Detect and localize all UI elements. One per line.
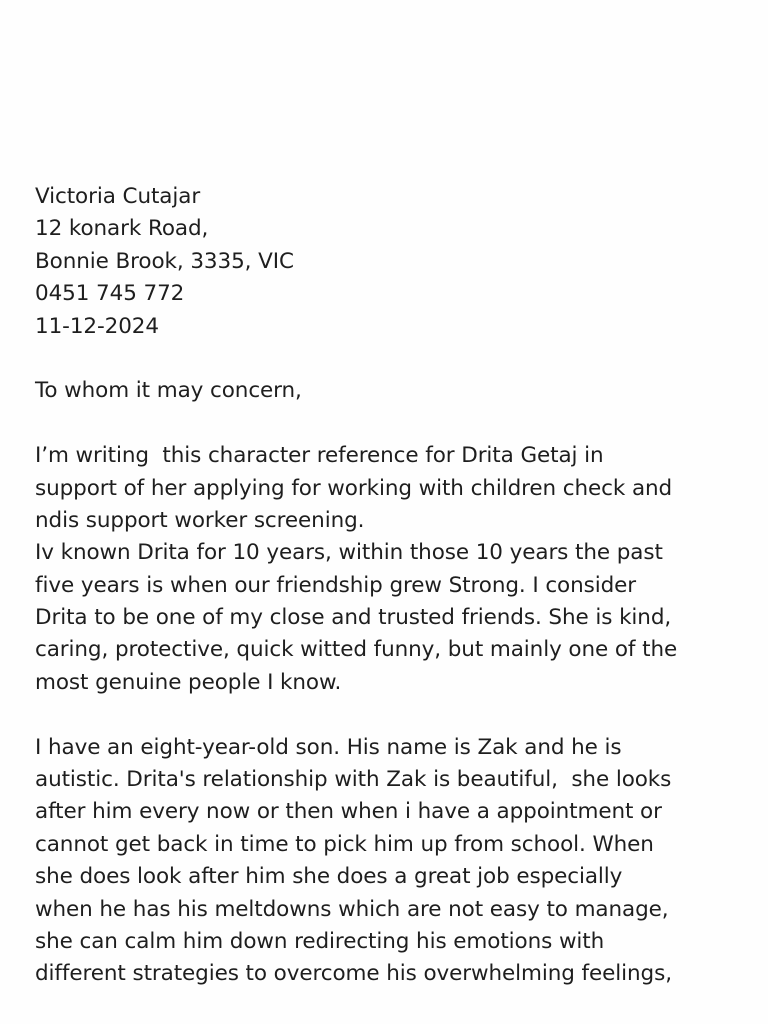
paragraph-line: Drita to be one of my close and trusted friends. She is kind, xyxy=(35,605,672,631)
paragraph-line: different strategies to overcome his overwhelming feelings, xyxy=(35,961,672,987)
paragraph-line: ndis support worker screening. xyxy=(35,507,365,533)
paragraph-1 xyxy=(35,440,755,699)
paragraph-line: I have an eight-year-old son. His name is Zak and he is xyxy=(35,734,622,760)
paragraph-line: cannot get back in time to pick him up from school. When xyxy=(35,831,654,857)
sender-name: Victoria Cutajar xyxy=(35,184,201,209)
sender-street: 12 konark Road, xyxy=(35,216,209,242)
paragraph-line: when he has his meltdowns which are not easy to manage, xyxy=(35,896,669,922)
letter-date: 11-12-2024 xyxy=(35,313,159,339)
paragraph-line: support of her applying for working with children check and xyxy=(35,475,673,501)
sender-suburb: Bonnie Brook, 3335, VIC xyxy=(35,248,294,274)
paragraph-line: she does look after him she does a great job especially xyxy=(35,864,623,890)
letter-body xyxy=(35,181,755,991)
paragraph-line: I’m writing this character reference for Drita Getaj in xyxy=(35,443,604,469)
paragraph-line: most genuine people I know. xyxy=(35,669,342,695)
paragraph-line: caring, protective, quick witted funny, but mainly one of the xyxy=(35,637,678,663)
salutation: To whom it may concern, xyxy=(35,378,302,404)
paragraph-line: Iv known Drita for 10 years, within those 10 years the past xyxy=(35,540,663,566)
sender-phone: 0451 745 772 xyxy=(35,281,185,307)
paragraph-line: she can calm him down redirecting his emotions with xyxy=(35,928,605,954)
sender-block xyxy=(35,181,755,343)
spacer xyxy=(35,699,755,731)
paragraph-line: autistic. Drita's relationship with Zak is beautiful, she looks xyxy=(35,767,672,793)
paragraph-line: five years is when our friendship grew Strong. I consider xyxy=(35,572,637,598)
spacer xyxy=(35,343,755,375)
paragraph-2 xyxy=(35,732,755,991)
spacer xyxy=(35,408,755,440)
paragraph-line: after him every now or then when i have a appointment or xyxy=(35,799,662,825)
